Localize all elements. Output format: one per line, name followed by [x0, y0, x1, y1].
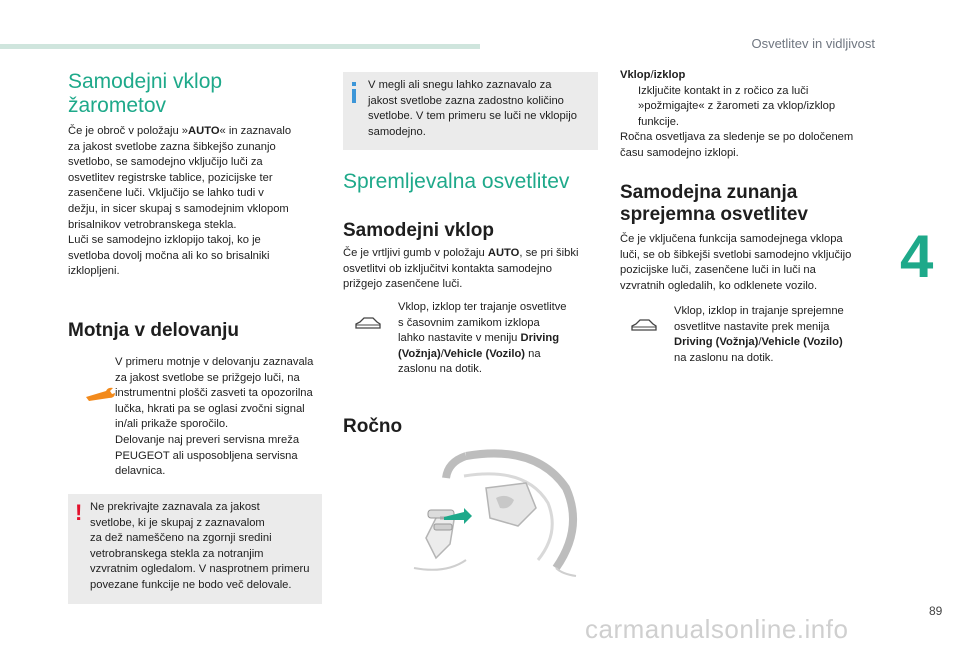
- text-line: in/ali prikaže sporočilo.: [115, 418, 229, 431]
- malfunction-title: Motnja v delovanju: [68, 320, 240, 341]
- malfunction-paragraph: [115, 355, 325, 480]
- text-line: jakost svetlobe zazna zadostno količino: [368, 94, 564, 107]
- text-line: za jakost svetlobe zazna šibkejšo zunanjo: [68, 140, 276, 153]
- text-line: osvetlitvi ob izključitvi kontakta samodejno: [343, 262, 552, 275]
- section-header: Osvetlitev in vidljivost: [751, 36, 875, 51]
- text-line: V megli ali snegu lahko zaznavalo za: [368, 79, 552, 91]
- car-settings-icon: [354, 316, 382, 332]
- text-line: dežju, in sicer skupaj s samodejnim vklopom: [68, 202, 289, 215]
- text-line: V primeru motnje v delovanju zaznavala: [115, 356, 314, 368]
- title-line: sprejemna osvetlitev: [620, 204, 808, 225]
- top-accent-bar: [0, 44, 480, 49]
- ext-lighting-title: [620, 182, 808, 226]
- info-icon: [352, 89, 356, 103]
- text-line: Driving (Vožnja)/Vehicle (Vozilo): [674, 336, 843, 349]
- auto-headlamp-paragraph: [68, 124, 323, 280]
- text-line: zaslonu na dotik.: [398, 363, 482, 376]
- vehicle-menu-note: [398, 300, 598, 378]
- text-line: lahko nastavite v meniju Driving: [398, 332, 560, 345]
- text-line: »požmigajte« z žarometi za vklop/izklop: [638, 100, 836, 113]
- bullet-item: [620, 84, 885, 131]
- ext-menu-note: [674, 304, 879, 366]
- text-line: za jakost svetlobe se prižgejo luči, na: [115, 371, 300, 384]
- text-line: Če je vključena funkcija samodejnega vklopa: [620, 233, 843, 245]
- text-line: lučka, hkrati pa se oglasi zvočni signal: [115, 402, 305, 415]
- text-line: Ročna osvetljava za sledenje se po določenem: [620, 131, 854, 144]
- page-number: 89: [929, 604, 943, 618]
- text-line: Če je vrtljivi gumb v položaju AUTO, se pri šibki: [343, 247, 579, 259]
- text-line: na zaslonu na dotik.: [674, 351, 774, 364]
- info-text: [368, 78, 596, 140]
- text-line: vzvratnim ogledalom. V nasprotnem primeru: [90, 563, 310, 576]
- text-line: izklopljeni.: [68, 265, 120, 278]
- ext-lighting-paragraph: [620, 232, 885, 294]
- auto-on-paragraph: [343, 246, 603, 293]
- onoff-title: Vklop/izklop: [620, 69, 686, 81]
- text-line: Luči se samodejno izklopijo takoj, ko je: [68, 234, 261, 247]
- text-line: Vklop, izklop in trajanje sprejemne: [674, 305, 844, 317]
- text-line: instrumentni plošči zasveti ta opozorilna: [115, 387, 313, 400]
- auto-on-title: Samodejni vklop: [343, 220, 494, 241]
- text-line: Izključite kontakt in z ročico za luči: [638, 84, 809, 97]
- wrench-icon: [84, 385, 118, 403]
- text-line: Ne prekrivajte zaznavala za jakost: [90, 501, 260, 513]
- auto-headlamp-title: [68, 70, 222, 118]
- text-line: brisalnikov vetrobranskega stekla.: [68, 218, 237, 231]
- text-line: svetlobe, ki je skupaj z zaznavalom: [90, 516, 265, 529]
- onoff-section: [620, 68, 885, 162]
- text-line: s časovnim zamikom izklopa: [398, 316, 540, 329]
- watermark: carmanualsonline.info: [585, 614, 849, 644]
- text-line: Delovanje naj preveri servisna mreža: [115, 433, 300, 446]
- text-line: vetrobranskega stekla za notranjim: [90, 547, 264, 560]
- text-line: svetloba dovolj močna ali ko so brisalniki: [68, 249, 270, 262]
- warning-text: [90, 500, 322, 594]
- text-line: samodejno.: [368, 125, 426, 138]
- text-line: vzvratnih ogledalih, ko odklenete vozilo.: [620, 279, 818, 292]
- text-line: prižgejo zasenčene luči.: [343, 278, 463, 291]
- steering-wheel-illustration: [406, 448, 590, 583]
- text-line: osvetlitve nastavite prek menija: [674, 320, 830, 333]
- text-line: PEUGEOT ali usposobljena servisna: [115, 449, 298, 462]
- text-line: (Vožnja)/Vehicle (Vozilo) na: [398, 347, 541, 360]
- chapter-number: 4: [900, 223, 934, 290]
- text-line: Če je obroč v položaju »AUTO« in zaznavalo: [68, 125, 292, 137]
- text-line: povezane funkcije ne bodo več delovale.: [90, 578, 292, 591]
- text-line: svetlobo, se samodejno vključijo luči za: [68, 156, 263, 169]
- accompaniment-title: Spremljevalna osvetlitev: [343, 170, 570, 193]
- text-line: za dež nameščeno na zgornji sredini: [90, 532, 272, 545]
- title-line: Samodejna zunanja: [620, 182, 798, 203]
- text-line: funkcije.: [638, 115, 680, 128]
- text-line: zasenčene luči. Vključijo se lahko tudi v: [68, 187, 264, 200]
- car-settings-icon: [630, 318, 658, 334]
- text-line: delavnica.: [115, 465, 166, 478]
- warning-icon: !: [75, 500, 83, 525]
- title-line: Samodejni vklop: [68, 70, 223, 93]
- text-line: osvetlitev registrske tablice, pozicijske ter: [68, 171, 273, 184]
- manual-title: Ročno: [343, 416, 403, 437]
- text-line: času samodejno izklopi.: [620, 146, 739, 159]
- text-line: luči, se ob šibkejši svetlobi samodejno vključijo: [620, 248, 852, 261]
- text-line: Vklop, izklop ter trajanje osvetlitve: [398, 301, 567, 313]
- info-icon-dot: [352, 82, 356, 86]
- text-line: pozicijske luči, zasenčene luči in luči na: [620, 264, 816, 277]
- title-line: žarometov: [68, 94, 167, 117]
- text-line: svetlobe. V tem primeru se luči ne vklopijo: [368, 110, 577, 123]
